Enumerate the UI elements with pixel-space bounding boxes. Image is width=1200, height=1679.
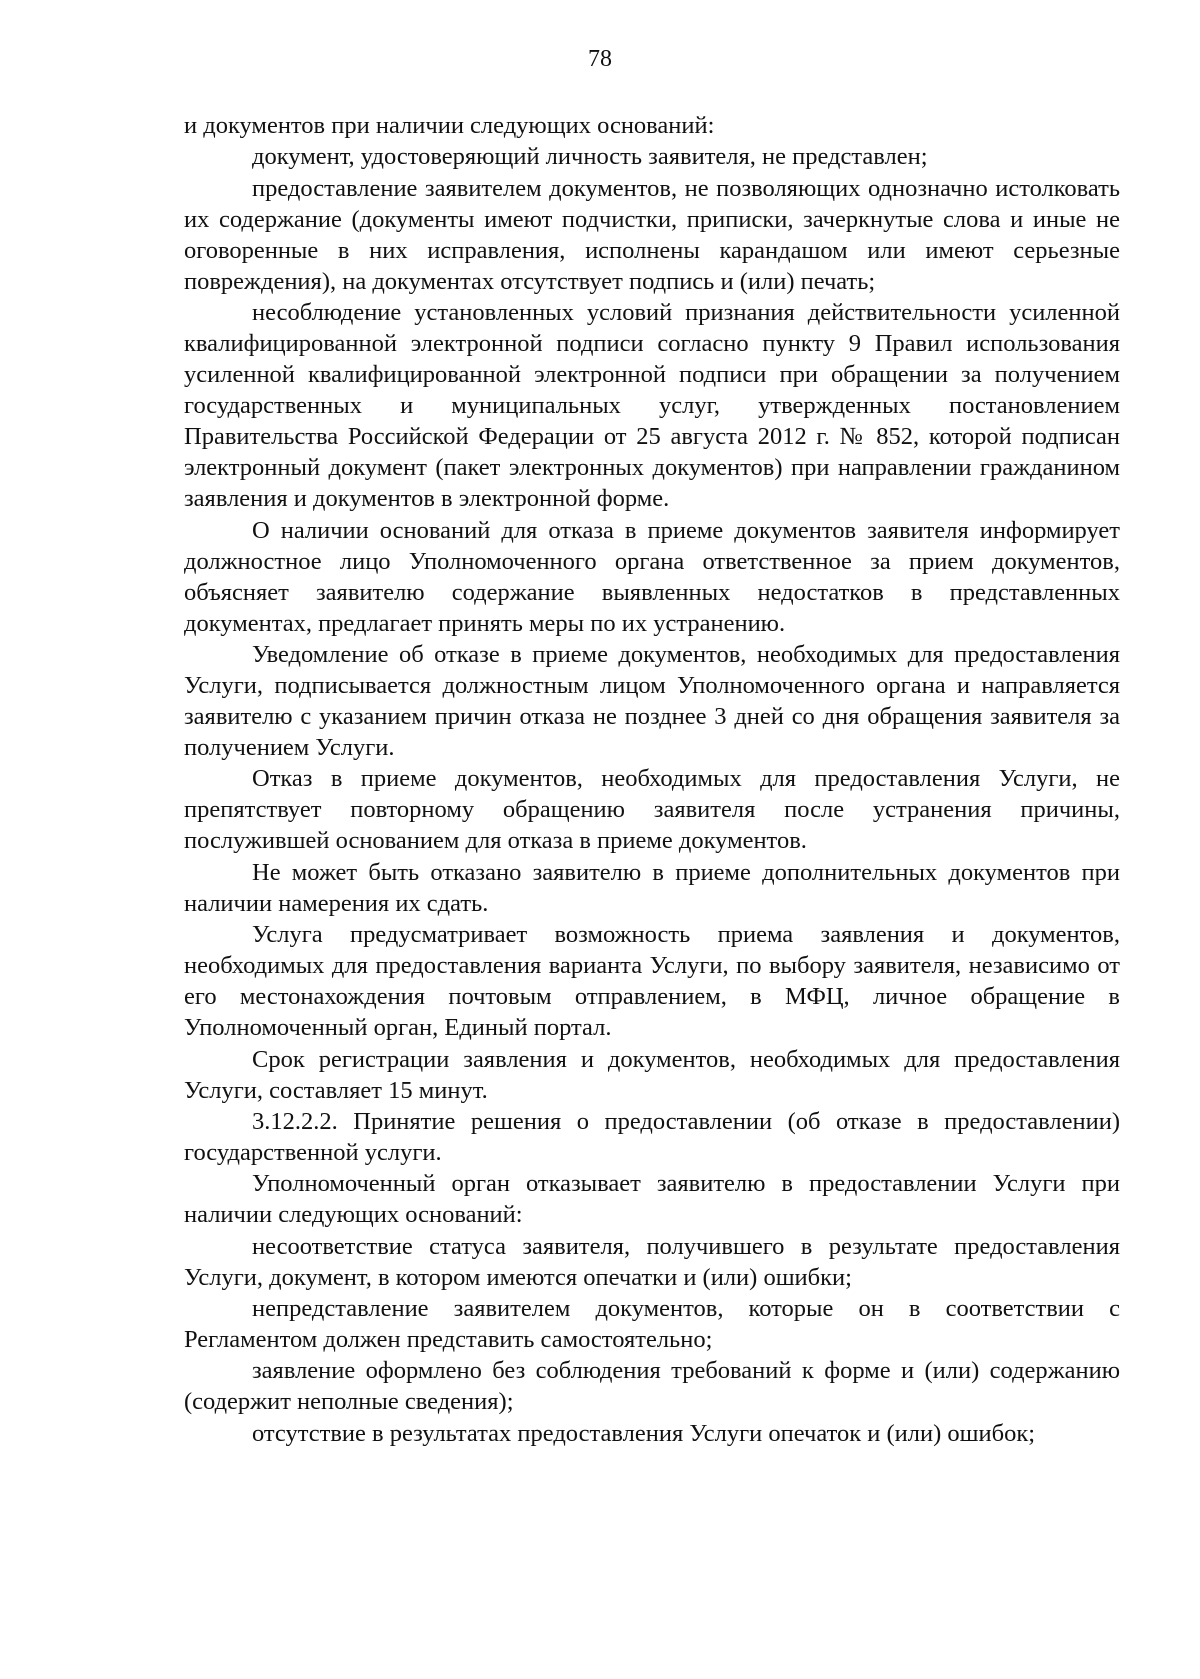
paragraph-registration-term: Срок регистрации заявления и документов, необходимых для предоставления Услуги, составляет 15 минут. [184, 1045, 1120, 1104]
paragraph-inform-applicant: О наличии оснований для отказа в приеме документов заявителя информирует должностное лицо Уполномоченного органа ответственное за прием документов, объясняет заявителю содержание выявленных недостатков в представленных документах, предлагает принять меры по их устранению. [184, 516, 1120, 637]
paragraph-ground-status-mismatch: несоответствие статуса заявителя, получившего в результате предоставления Услуги, документ, в котором имеются опечатки и (или) ошибки; [184, 1232, 1120, 1291]
paragraph-ground-missing-documents: непредставление заявителем документов, которые он в соответствии с Регламентом должен представить самостоятельно; [184, 1295, 1120, 1354]
paragraph-continuation: и документов при наличии следующих оснований: [184, 112, 715, 139]
paragraph-ground-unclear-documents: предоставление заявителем документов, не позволяющих однозначно истолковать их содержание (документы имеют подчистки, приписки, зачеркнутые слова и иные не оговоренные в них исправления, исполнены карандашом или имеют серьезные повреждения), на документах отсутствует подпись и (или) печать; [184, 174, 1120, 295]
paragraph-ground-no-errors: отсутствие в результатах предоставления Услуги опечаток и (или) ошибок; [252, 1419, 1036, 1447]
document-body [184, 110, 1120, 1449]
paragraph-submission-methods: Услуга предусматривает возможность приема заявления и документов, необходимых для предоставления варианта Услуги, по выбору заявителя, независимо от его местонахождения почтовым отправлением, в МФЦ, личное обращение в Уполномоченный орган, Единый портал. [184, 921, 1120, 1042]
paragraph-ground-form-requirements: заявление оформлено без соблюдения требований к форме и (или) содержанию (содержит неполные сведения); [184, 1357, 1120, 1416]
paragraph-repeat-application: Отказ в приеме документов, необходимых для предоставления Услуги, не препятствует повторному обращению заявителя после устранения причины, послужившей основанием для отказа в приеме документов. [184, 765, 1120, 855]
paragraph-refusal-notice: Уведомление об отказе в приеме документов, необходимых для предоставления Услуги, подписывается должностным лицом Уполномоченного органа и направляется заявителю с указанием причин отказа не позднее 3 дней со дня обращения заявителя за получением Услуги. [184, 640, 1120, 761]
paragraph-ground-identity: документ, удостоверяющий личность заявителя, не представлен; [252, 143, 928, 171]
page-number: 78 [588, 46, 612, 72]
paragraph-ground-signature: несоблюдение установленных условий признания действительности усиленной квалифицированной электронной подписи согласно пункту 9 Правил использования усиленной квалифицированной электронной подписи при обращении за получением государственных и муниципальных услуг, утвержденных постановлением Правительства Российской Федерации от 25 августа 2012 г. № 852, которой подписан электронный документ (пакет электронных документов) при направлении гражданином заявления и документов в электронной форме. [184, 299, 1120, 513]
paragraph-section-heading: 3.12.2.2. Принятие решения о предоставлении (об отказе в предоставлении) государственной услуги. [184, 1107, 1120, 1166]
paragraph-refusal-grounds-intro: Уполномоченный орган отказывает заявителю в предоставлении Услуги при наличии следующих оснований: [184, 1170, 1120, 1229]
paragraph-additional-documents: Не может быть отказано заявителю в приеме дополнительных документов при наличии намерения их сдать. [184, 858, 1120, 917]
